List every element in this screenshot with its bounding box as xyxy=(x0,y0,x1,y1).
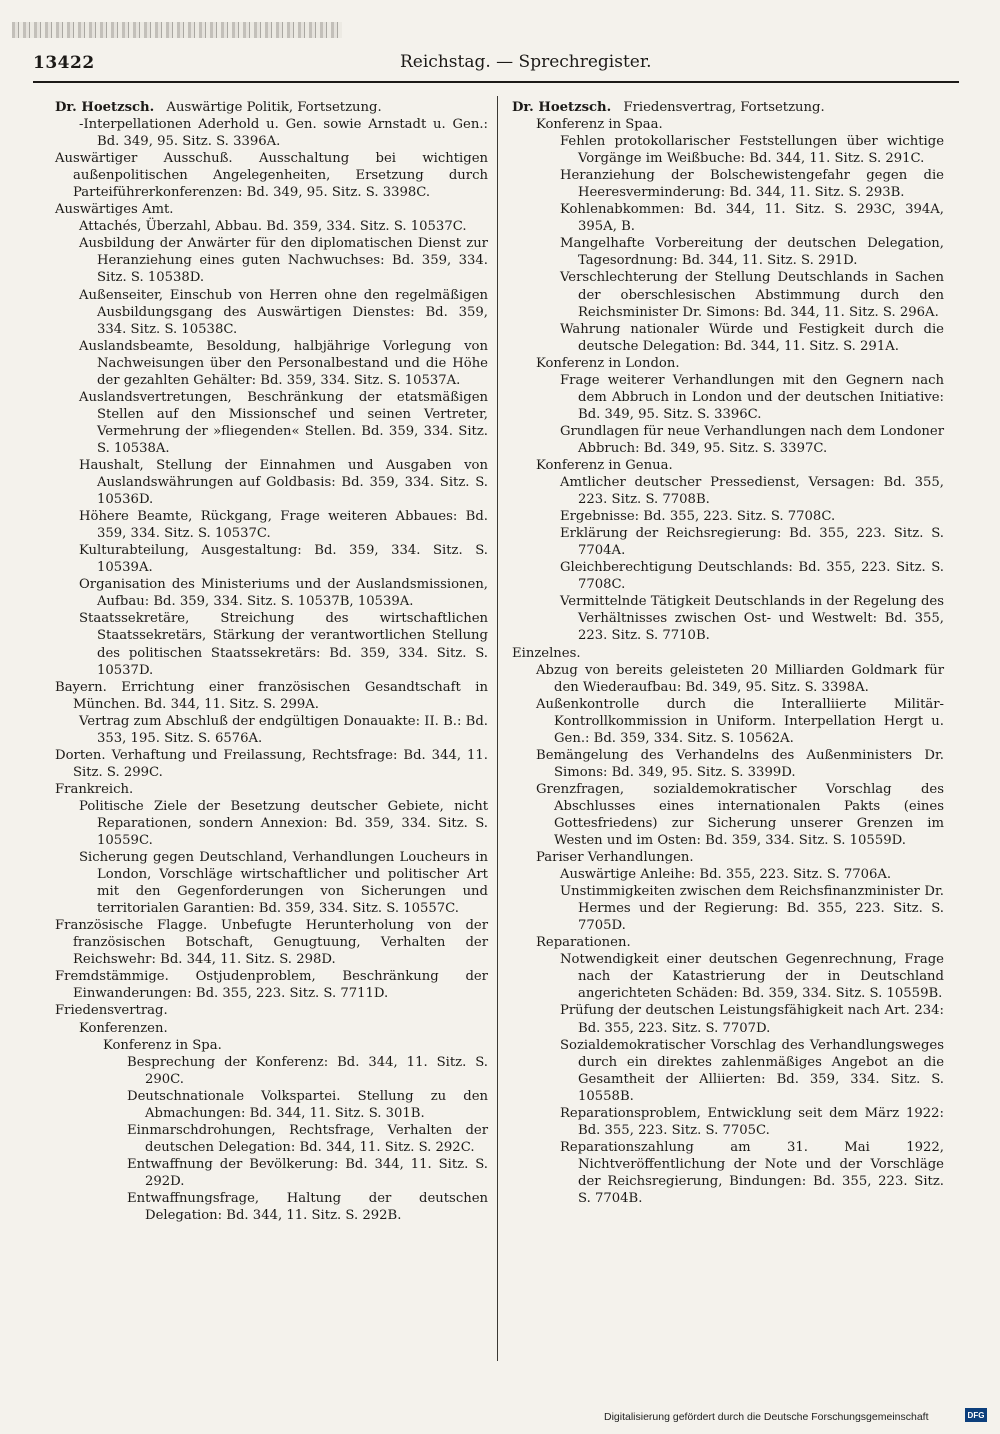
index-entry: Reparationen. xyxy=(536,935,631,951)
index-entry: Organisation des Ministeriums und der Auslandsmissionen, Aufbau: Bd. 359, 334. Sitz. S. 10537B, 10539A. xyxy=(79,577,488,610)
index-entry: Außenseiter, Einschub von Herren ohne den regelmäßigen Ausbildungsgang des Auswärtigen Dienstes: Bd. 359, 334. Sitz. S. 10538C. xyxy=(79,287,488,337)
index-entry: Sicherung gegen Deutschland, Verhandlungen Loucheurs in London, Vorschläge wirtschaftlicher und politischer Art mit den Gegenforderungen von Sicherungen und territorialen Garantien: Bd. 359, 334. Sitz. S. 10557C. xyxy=(79,850,488,917)
index-entry: Grundlagen für neue Verhandlungen nach dem Londoner Abbruch: Bd. 349, 95. Sitz. S. 3397C. xyxy=(560,423,944,456)
index-entry: Dorten. Verhaftung und Freilassung, Rechtsfrage: Bd. 344, 11. Sitz. S. 299C. xyxy=(55,747,488,780)
scan-artifact-strip xyxy=(12,22,342,38)
index-entry: Vertrag zum Abschluß der endgültigen Donauakte: II. B.: Bd. 353, 195. Sitz. S. 6576A. xyxy=(79,713,488,746)
index-entry: Auslandsvertretungen, Beschränkung der etatsmäßigen Stellen auf den Missionschef und seinen Vertreter, Vermehrung der »fliegenden« Stellen. Bd. 359, 334. Sitz. S. 10538A. xyxy=(79,389,488,456)
index-entry: Sozialdemokratischer Vorschlag des Verhandlungsweges durch ein direktes zahlenmäßiges Angebot an die Gesamtheit der Alliierten: Bd. 359, 334. Sitz. S. 10558B. xyxy=(560,1037,944,1104)
index-entry: Besprechung der Konferenz: Bd. 344, 11. Sitz. S. 290C. xyxy=(127,1054,488,1087)
index-entry: Konferenz in Genua. xyxy=(536,457,673,473)
index-entry: Prüfung der deutschen Leistungsfähigkeit nach Art. 234: Bd. 355, 223. Sitz. S. 7707D. xyxy=(560,1003,944,1036)
index-entry: Haushalt, Stellung der Einnahmen und Ausgaben von Auslandswährungen auf Goldbasis: Bd. 359, 334. Sitz. S. 10536D. xyxy=(79,457,488,508)
index-entry: Friedensvertrag. xyxy=(55,1003,168,1019)
index-entry: Einzelnes. xyxy=(512,645,581,661)
index-entry: Reparationsproblem, Entwicklung seit dem März 1922: Bd. 355, 223. Sitz. S. 7705C. xyxy=(560,1105,944,1138)
index-entry: Auslandsbeamte, Besoldung, halbjährige Vorlegung von Nachweisungen über den Personalbestand und die Höhe der gezahlten Gehälter: Bd. 359, 334. Sitz. S. 10537A. xyxy=(79,338,488,388)
index-entry: Staatssekretäre, Streichung des wirtschaftlichen Staatssekretärs, Stärkung der verantwortlichen Stellung des politischen Staatssekretärs: Bd. 359, 334. Sitz. S. 10537D. xyxy=(79,611,488,678)
index-entry: Auswärtiger Ausschuß. Ausschaltung bei wichtigen außenpolitischen Angelegenheiten, Ersetzung durch Parteiführerkonferenzen: Bd. 349, 95. Sitz. S. 3398C. xyxy=(55,151,488,201)
index-entry: Grenzfragen, sozialdemokratischer Vorschlag des Abschlusses eines internationalen Pakts (eines Gottesfriedens) zur Sicherung unserer Grenzen im Westen und im Osten: Bd. 359, 334. Sitz. S. 10559D. xyxy=(536,781,944,849)
index-entry: Ausbildung der Anwärter für den diplomatischen Dienst zur Heranziehung eines guten Nachwuchses: Bd. 359, 334. Sitz. S. 10538D. xyxy=(79,236,488,286)
index-entry: Konferenz in Spa. xyxy=(103,1037,222,1053)
index-entry: Unstimmigkeiten zwischen dem Reichsfinanzminister Dr. Hermes und der Regierung: Bd. 355, 223. Sitz. S. 7705D. xyxy=(560,884,944,934)
index-entry: Entwaffnung der Bevölkerung: Bd. 344, 11. Sitz. S. 292D. xyxy=(127,1156,488,1189)
index-entry: Ergebnisse: Bd. 355, 223. Sitz. S. 7708C. xyxy=(560,509,836,525)
index-entry: Verschlechterung der Stellung Deutschlands in Sachen der oberschlesischen Abstimmung durch den Reichsminister Dr. Simons: Bd. 344, 11. Sitz. S. 296A. xyxy=(560,270,944,320)
index-entry: Frage weiterer Verhandlungen mit den Gegnern nach dem Abbruch in London und der deutschen Initiative: Bd. 349, 95. Sitz. S. 3396C. xyxy=(560,372,944,422)
index-entry: Einmarschdrohungen, Rechtsfrage, Verhalten der deutschen Delegation: Bd. 344, 11. Sitz. S. 292C. xyxy=(127,1122,488,1155)
index-entry: Bayern. Errichtung einer französischen Gesandtschaft in München. Bd. 344, 11. Sitz. S. 299A. xyxy=(55,679,488,712)
left-column xyxy=(55,99,488,1224)
index-entry: Heranziehung der Bolschewistengefahr gegen die Heeresverminderung: Bd. 344, 11. Sitz. S. 293B. xyxy=(560,168,944,201)
section-subtitle: Friedensvertrag, Fortsetzung. xyxy=(623,100,825,115)
right-column-title xyxy=(512,99,944,116)
index-entry: Auswärtiges Amt. xyxy=(55,202,174,218)
index-entry: Konferenz in London. xyxy=(536,355,680,371)
index-entry: Amtlicher deutscher Pressedienst, Versagen: Bd. 355, 223. Sitz. S. 7708B. xyxy=(560,475,944,508)
index-entry: Mangelhafte Vorbereitung der deutschen Delegation, Tagesordnung: Bd. 344, 11. Sitz. S. 291D. xyxy=(560,236,944,269)
index-entry: Politische Ziele der Besetzung deutscher Gebiete, nicht Reparationen, sondern Annexion: Bd. 359, 334. Sitz. S. 10559C. xyxy=(79,798,488,849)
speaker-name: Dr. Hoetzsch. xyxy=(512,100,612,115)
index-entry: Bemängelung des Verhandelns des Außenministers Dr. Simons: Bd. 349, 95. Sitz. S. 3399D. xyxy=(536,747,944,780)
index-entry: Reparationszahlung am 31. Mai 1922, Nichtveröffentlichung der Note und der Vorschläge der Reichsregierung, Bindungen: Bd. 355, 223. Sitz. S. 7704B. xyxy=(560,1139,944,1206)
index-entry: Fehlen protokollarischer Feststellungen über wichtige Vorgänge im Weißbuche: Bd. 344, 11. Sitz. S. 291C. xyxy=(560,134,944,167)
running-title: Reichstag. — Sprechregister. xyxy=(400,52,652,72)
column-divider xyxy=(497,96,498,1361)
right-column xyxy=(512,99,944,1207)
index-entry: Konferenzen. xyxy=(79,1020,168,1036)
header-rule xyxy=(33,81,959,83)
speaker-name: Dr. Hoetzsch. xyxy=(55,100,155,115)
digitization-credit: Digitalisierung gefördert durch die Deutsche Forschungsgemeinschaft xyxy=(604,1411,929,1423)
dfg-logo: DFG xyxy=(965,1408,987,1422)
index-entry: Frankreich. xyxy=(55,781,134,797)
index-entry: Kulturabteilung, Ausgestaltung: Bd. 359, 334. Sitz. S. 10539A. xyxy=(79,543,488,576)
section-subtitle: Auswärtige Politik, Fortsetzung. xyxy=(166,100,382,115)
index-entry: Außenkontrolle durch die Interalliierte Militär-Kontrollkommission in Uniform. Interpellation Hergt u. Gen.: Bd. 359, 334. Sitz. S. 10562A. xyxy=(536,696,944,746)
index-entry: Französische Flagge. Unbefugte Herunterholung von der französischen Botschaft, Genugtuung, Verhalten der Reichswehr: Bd. 344, 11. Sitz. S. 298D. xyxy=(55,918,488,968)
index-entry: -Interpellationen Aderhold u. Gen. sowie Arnstadt u. Gen.: Bd. 349, 95. Sitz. S. 3396A. xyxy=(79,117,488,150)
index-entry: Höhere Beamte, Rückgang, Frage weiteren Abbaues: Bd. 359, 334. Sitz. S. 10537C. xyxy=(79,509,488,542)
index-entry: Wahrung nationaler Würde und Festigkeit durch die deutsche Delegation: Bd. 344, 11. Sitz. S. 291A. xyxy=(560,321,944,354)
left-column-title xyxy=(55,99,488,116)
index-entry: Notwendigkeit einer deutschen Gegenrechnung, Frage nach der Katastrierung der in Deutschland angerichteten Schäden: Bd. 359, 334. Sitz. S. 10559B. xyxy=(560,952,944,1002)
index-entry: Kohlenabkommen: Bd. 344, 11. Sitz. S. 293C, 394A, 395A, B. xyxy=(560,202,944,235)
left-entry-list xyxy=(55,116,488,1224)
index-entry: Deutschnationale Volkspartei. Stellung zu den Abmachungen: Bd. 344, 11. Sitz. S. 301B. xyxy=(127,1088,488,1121)
index-entry: Gleichberechtigung Deutschlands: Bd. 355, 223. Sitz. S. 7708C. xyxy=(560,560,944,593)
index-entry: Auswärtige Anleihe: Bd. 355, 223. Sitz. S. 7706A. xyxy=(560,867,892,883)
index-entry: Pariser Verhandlungen. xyxy=(536,850,694,866)
index-entry: Fremdstämmige. Ostjudenproblem, Beschränkung der Einwanderungen: Bd. 355, 223. Sitz. S. 7711D. xyxy=(55,969,488,1002)
index-entry: Attachés, Überzahl, Abbau. Bd. 359, 334. Sitz. S. 10537C. xyxy=(79,219,467,235)
page-number: 13422 xyxy=(33,53,95,73)
right-entry-list xyxy=(512,116,944,1207)
index-entry: Vermittelnde Tätigkeit Deutschlands in der Regelung des Verhältnisses zwischen Ost- und Westwelt: Bd. 355, 223. Sitz. S. 7710B. xyxy=(560,594,944,644)
index-entry: Entwaffnungsfrage, Haltung der deutschen Delegation: Bd. 344, 11. Sitz. S. 292B. xyxy=(127,1191,488,1224)
index-entry: Konferenz in Spaa. xyxy=(536,117,663,133)
index-entry: Abzug von bereits geleisteten 20 Milliarden Goldmark für den Wiederaufbau: Bd. 349, 95. Sitz. S. 3398A. xyxy=(536,662,944,695)
page-header xyxy=(0,0,1000,80)
index-entry: Erklärung der Reichsregierung: Bd. 355, 223. Sitz. S. 7704A. xyxy=(560,526,944,559)
